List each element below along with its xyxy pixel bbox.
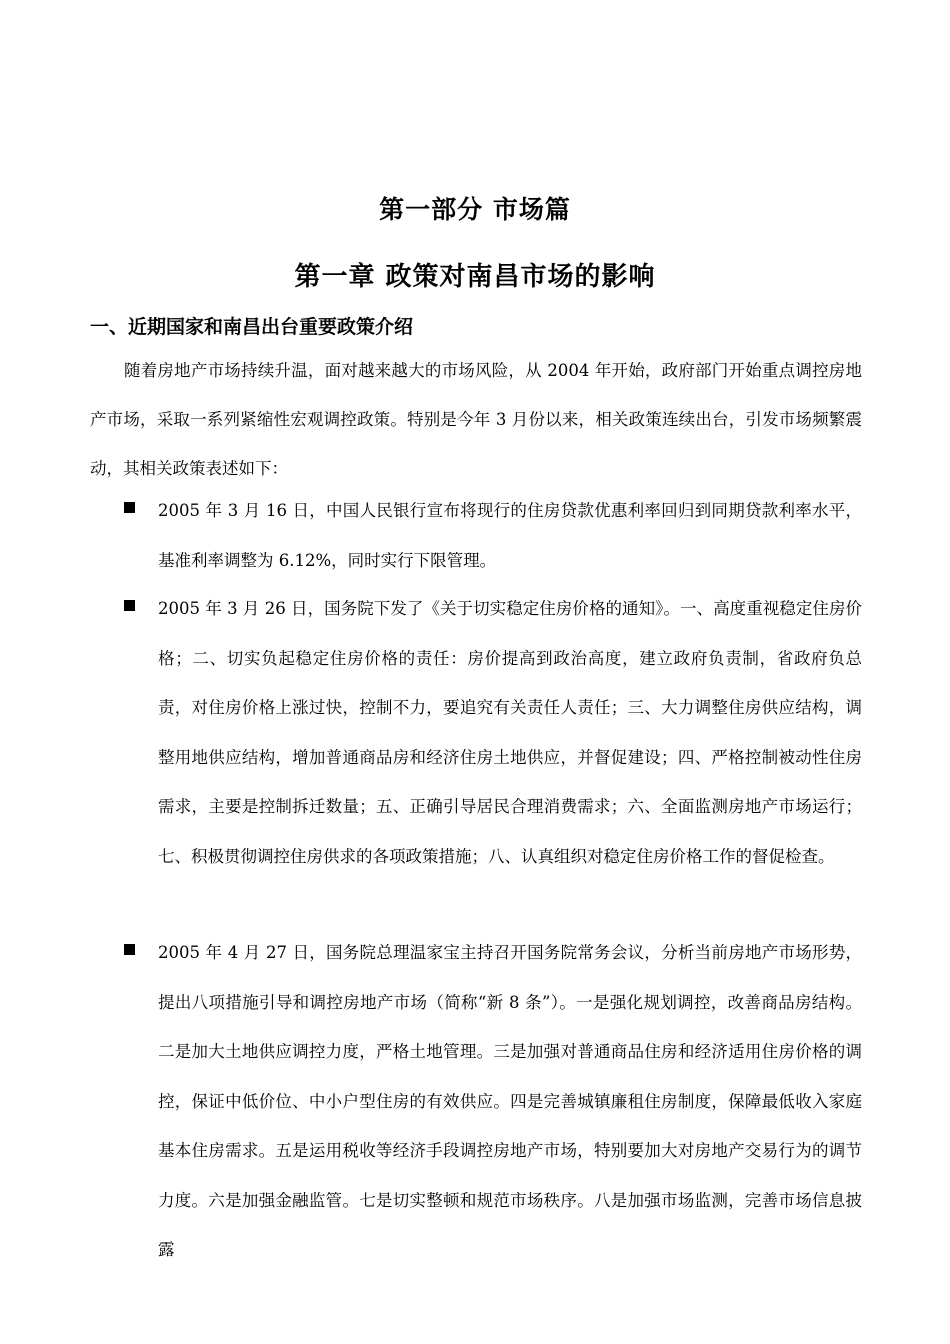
intro-paragraph: 随着房地产市场持续升温，面对越来越大的市场风险，从 2004 年开始，政府部门开始重点调控房地产市场，采取一系列紧缩性宏观调控政策。特别是今年 3 月份以来，相关政策连续出台，引发市场频繁震动，其相关政策表述如下： <box>90 361 862 478</box>
square-bullet-icon <box>124 502 135 513</box>
chapter-title: 第一章 政策对南昌市场的影响 <box>294 262 656 292</box>
policy-item-text: 2005 年 4 月 27 日，国务院总理温家宝主持召开国务院常务会议，分析当前房地产市场形势，提出八项措施引导和调控房地产市场（简称“新 8 条”）。一是强化规划调控，改善商品房结构。二是加大土地供应调控力度，严格土地管理。三是加强对普通商品住房和经济适用住房价格的调控，保证中低价位、中小户型住房的有效供应。四是完善城镇廉租住房制度，保障最低收入家庭基本住房需求。五是运用税收等经济手段调控房地产市场，特别要加大对房地产交易行为的调节力度。六是加强金融监管。七是切实整顿和规范市场秩序。八是加强市场监测，完善市场信息披露 <box>158 943 862 1259</box>
section-heading: 一、近期国家和南昌出台重要政策介绍 <box>90 316 414 338</box>
square-bullet-icon <box>124 944 135 955</box>
policy-item-text: 2005 年 3 月 26 日，国务院下发了《关于切实稳定住房价格的通知》。一、高度重视稳定住房价格；二、切实负起稳定住房价格的责任：房价提高到政治高度，建立政府负责制，省政府负总责，对住房价格上涨过快，控制不力，要追究有关责任人责任；三、大力调整住房供应结构，调整用地供应结构，增加普通商品房和经济住房土地供应，并督促建设；四、严格控制被动性住房需求，主要是控制拆迁数量；五、正确引导居民合理消费需求；六、全面监测房地产市场运行；七、积极贯彻调控住房供求的各项政策措施；八、认真组织对稳定住房价格工作的督促检查。 <box>158 599 862 866</box>
part-title: 第一部分 市场篇 <box>379 195 571 224</box>
policy-item-text: 2005 年 3 月 16 日，中国人民银行宣布将现行的住房贷款优惠利率回归到同期贷款利率水平，基准利率调整为 6.12%，同时实行下限管理。 <box>158 501 862 570</box>
square-bullet-icon <box>124 600 135 611</box>
